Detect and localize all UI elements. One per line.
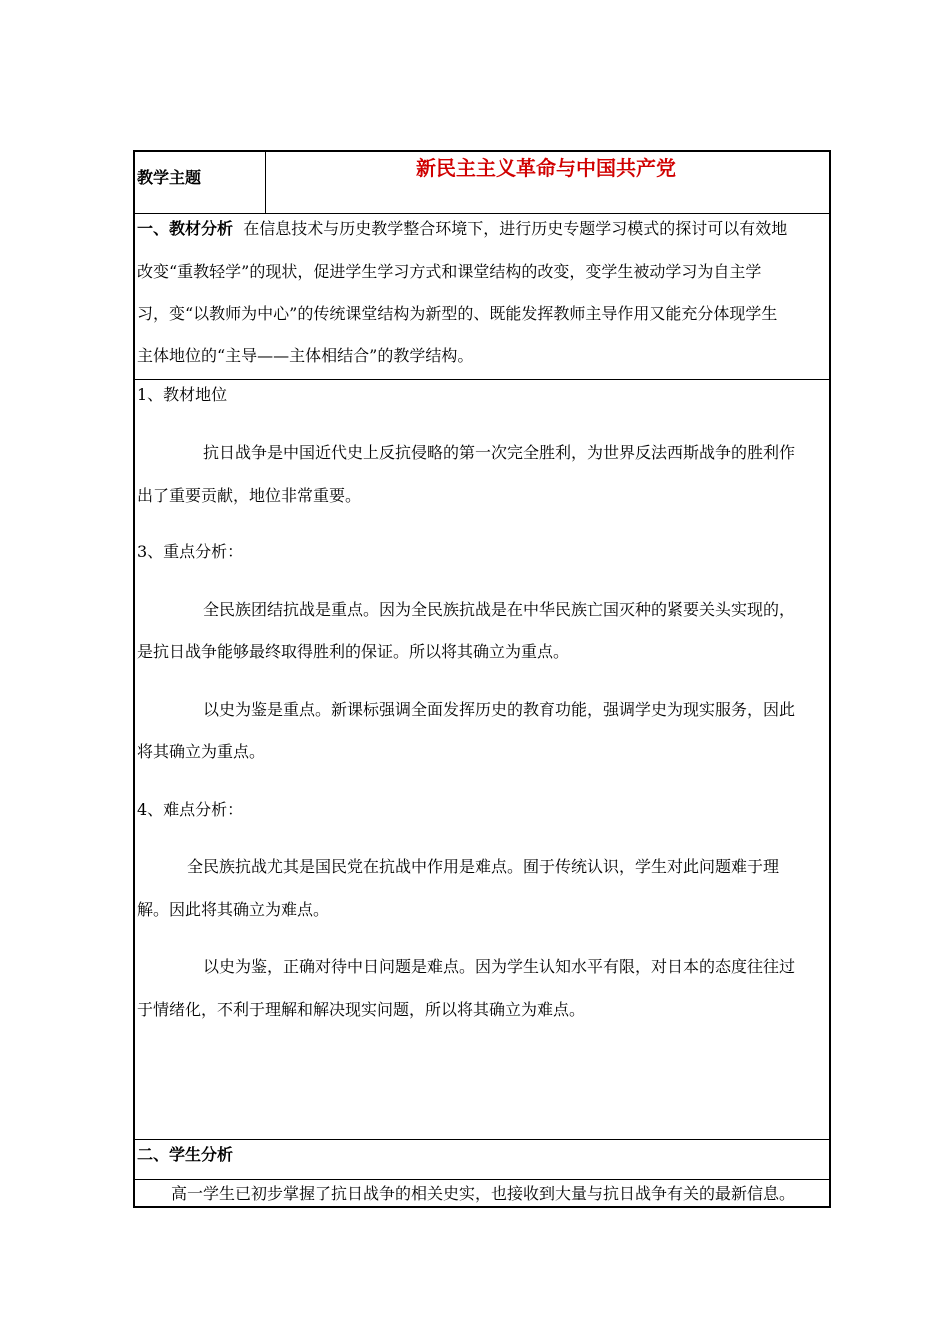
- difficulty-p2-line-2: 于情绪化，不利于理解和解决现实问题，所以将其确立为难点。: [137, 1000, 586, 1019]
- row-divider-4: [135, 1179, 829, 1180]
- difficulty-p2-line-1: 以史为鉴，正确对待中日问题是难点。因为学生认知水平有限，对日本的态度往往过: [203, 957, 796, 976]
- key-point-p2-line-1: 以史为鉴是重点。新课标强调全面发挥历史的教育功能，强调学史为现实服务，因此: [203, 700, 796, 719]
- difficulty-p1-line-1: 全民族抗战尤其是国民党在抗战中作用是难点。囿于传统认识，学生对此问题难于理: [187, 857, 780, 876]
- key-point-p2-line-2: 将其确立为重点。: [137, 742, 266, 761]
- row-divider-1: [135, 213, 829, 214]
- page-title: 新民主主义革命与中国共产党: [416, 156, 676, 180]
- topic-label: 教学主题: [137, 168, 202, 187]
- difficulty-heading: 4、难点分析：: [137, 800, 244, 819]
- lesson-plan-table: [133, 150, 831, 1208]
- textbook-analysis-line-3: 习，变“以教师为中心”的传统课堂结构为新型的、既能发挥教师主导作用又能充分体现学生: [137, 304, 778, 323]
- row-divider-2: [135, 379, 829, 380]
- textbook-analysis-line-1: 一、教材分析 在信息技术与历史教学整合环境下，进行历史专题学习模式的探讨可以有效地: [137, 219, 788, 238]
- student-analysis-heading: 二、学生分析: [137, 1145, 234, 1164]
- textbook-analysis-line-2: 改变“重教轻学”的现状，促进学生学习方式和课堂结构的改变，变学生被动学习为自主学: [137, 262, 762, 281]
- textbook-position-line-2: 出了重要贡献，地位非常重要。: [137, 486, 362, 505]
- key-point-heading: 3、重点分析：: [137, 542, 244, 561]
- student-analysis-line-1: 高一学生已初步掌握了抗日战争的相关史实，也接收到大量与抗日战争有关的最新信息。: [171, 1184, 796, 1203]
- textbook-position-heading: 1、教材地位: [137, 385, 228, 404]
- textbook-analysis-line-4: 主体地位的“主导——主体相结合”的教学结构。: [137, 346, 474, 365]
- row-divider-3: [135, 1139, 829, 1140]
- key-point-p1-line-2: 是抗日战争能够最终取得胜利的保证。所以将其确立为重点。: [137, 642, 570, 661]
- textbook-analysis-heading: 一、教材分析: [137, 219, 234, 238]
- textbook-position-line-1: 抗日战争是中国近代史上反抗侵略的第一次完全胜利，为世界反法西斯战争的胜利作: [203, 443, 796, 462]
- difficulty-p1-line-2: 解。因此将其确立为难点。: [137, 900, 330, 919]
- key-point-p1-line-1: 全民族团结抗战是重点。因为全民族抗战是在中华民族亡国灭种的紧要关头实现的，: [203, 600, 796, 619]
